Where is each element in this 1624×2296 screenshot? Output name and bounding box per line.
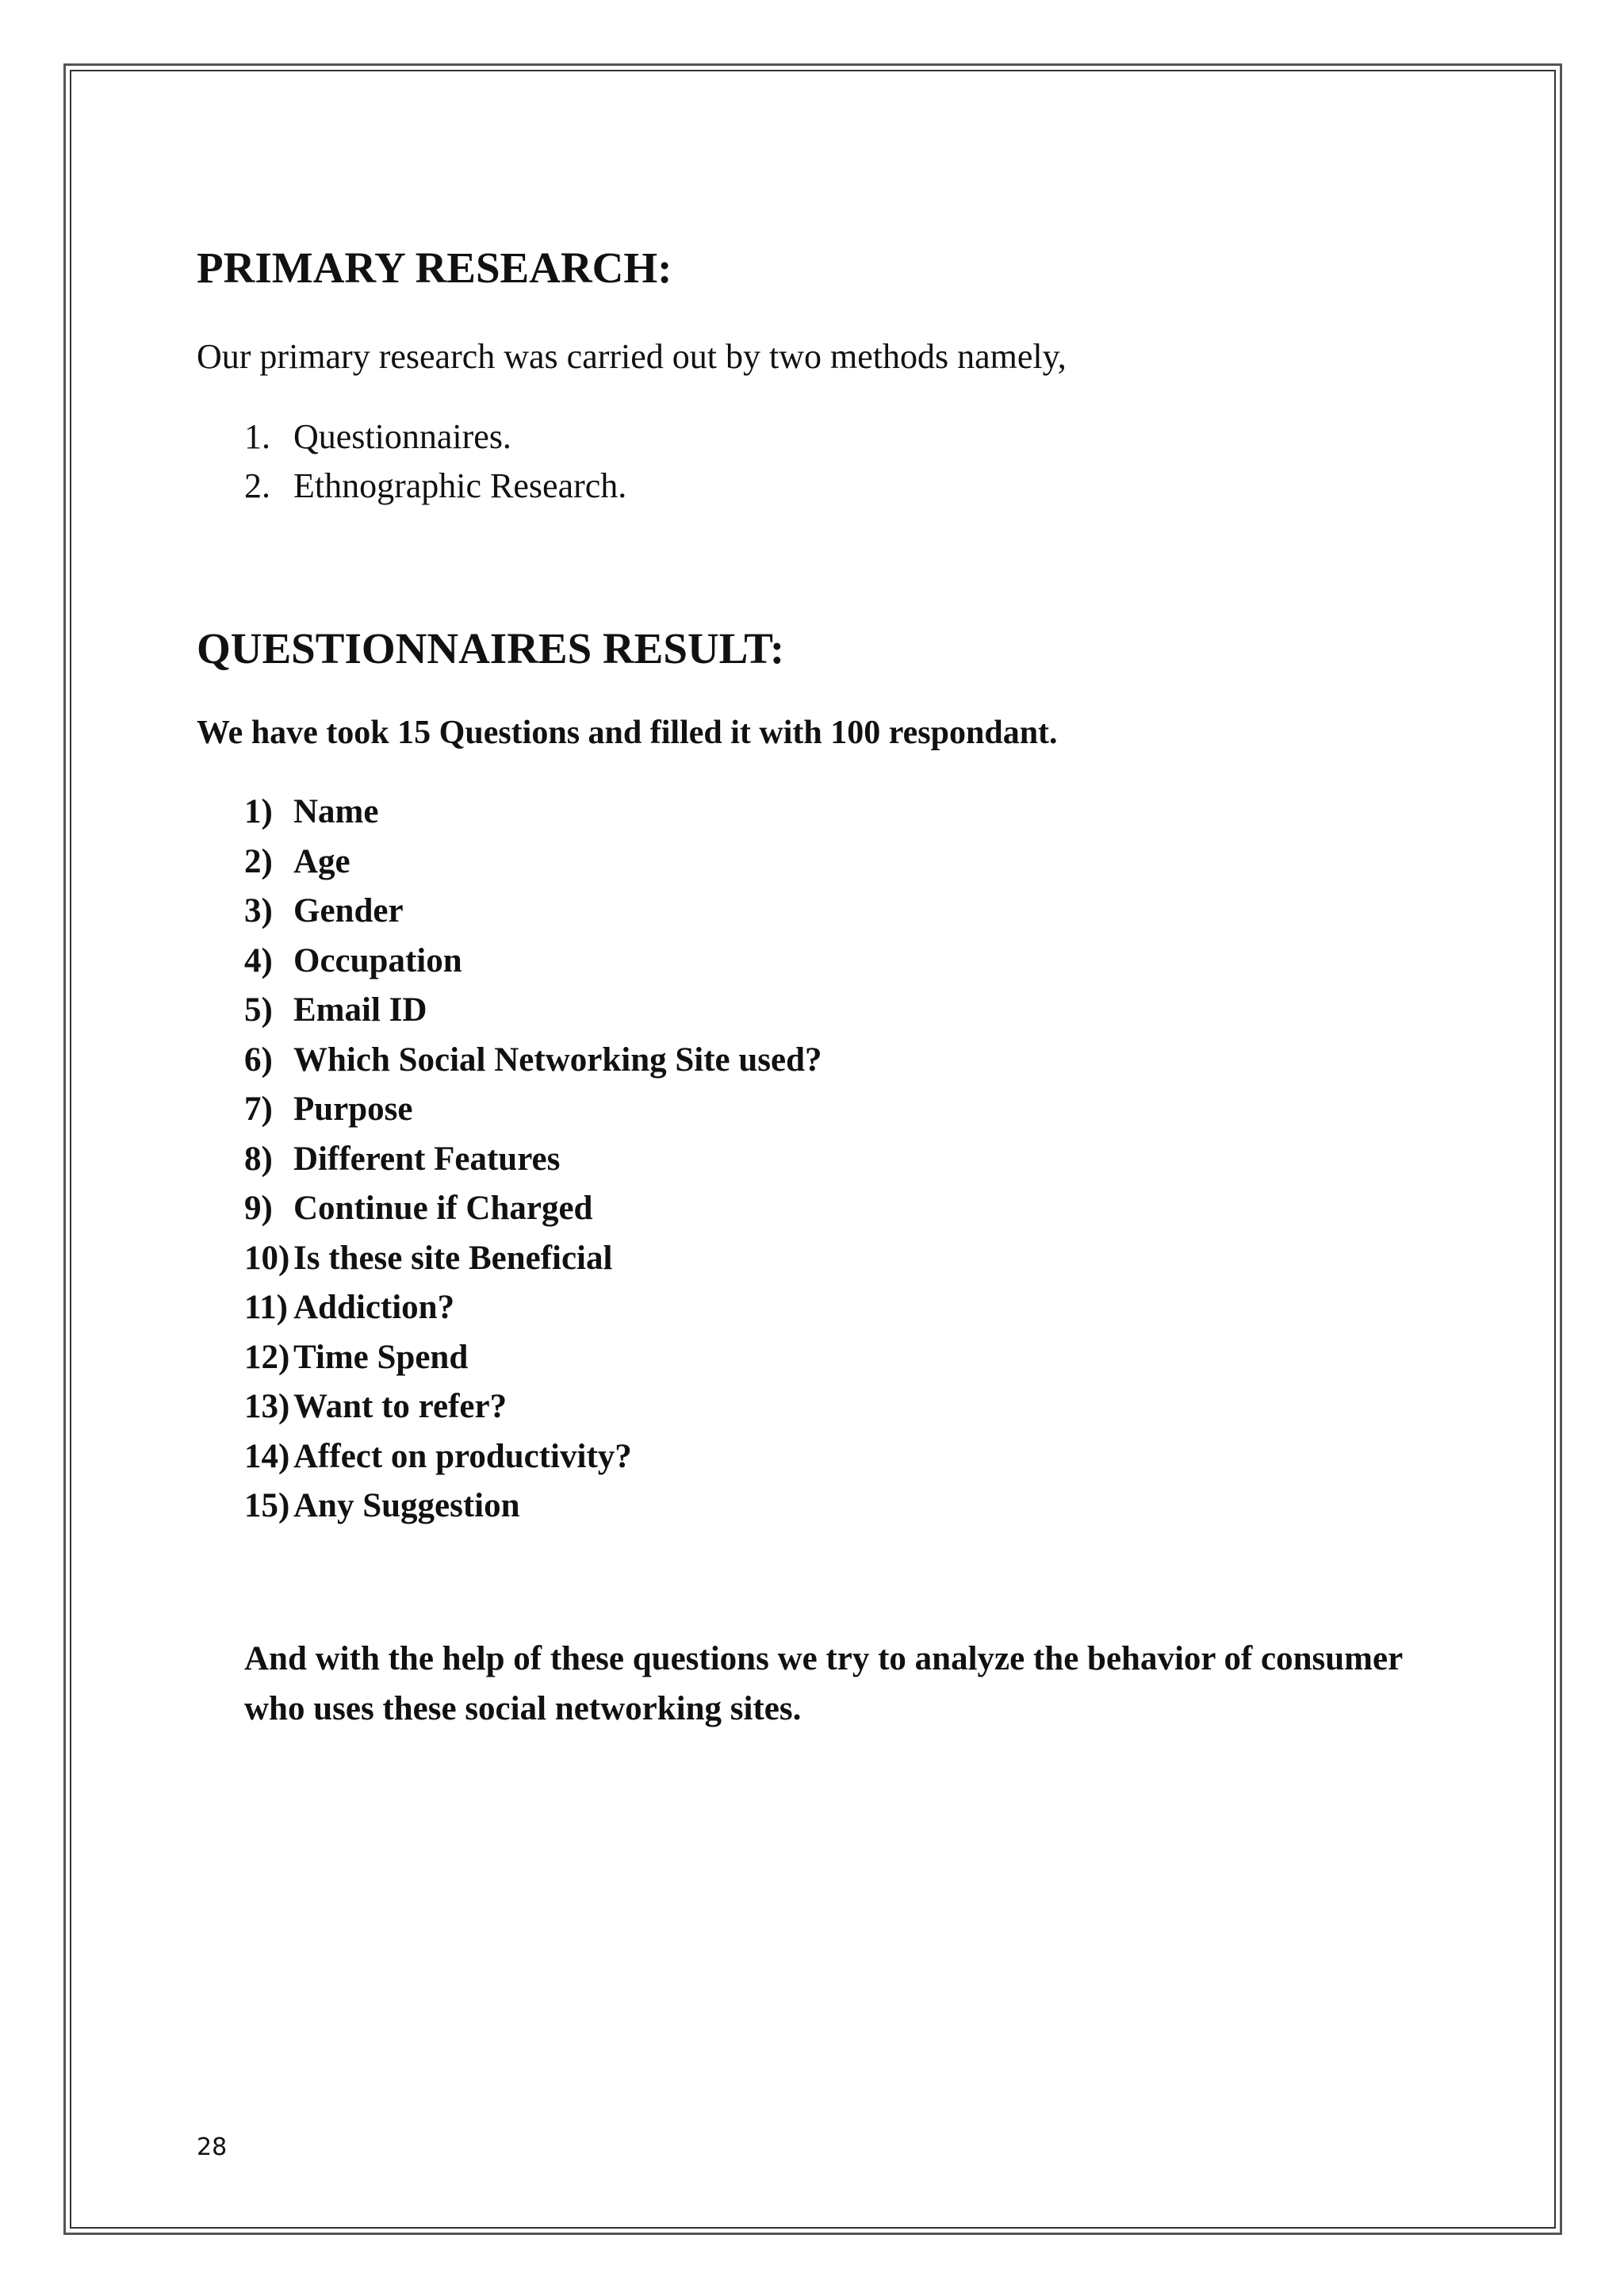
question-item [244,1234,822,1284]
question-item [244,1283,822,1333]
questions-list [244,788,822,1531]
question-label: Gender [293,892,404,930]
question-label: Email ID [293,991,427,1029]
question-item [244,1085,822,1135]
question-label: Addiction? [293,1289,455,1326]
question-number: 13) [244,1388,290,1425]
question-label: Different Features [293,1140,561,1178]
question-number: 15) [244,1487,290,1524]
question-label: Occupation [293,941,462,979]
question-number: 12) [244,1338,290,1376]
question-label: Any Suggestion [293,1487,520,1524]
question-item [244,1135,822,1185]
question-item [244,1481,822,1531]
question-number: 6) [244,1041,273,1079]
question-item [244,838,822,887]
question-number: 3) [244,892,273,930]
question-item [244,937,822,987]
question-label: Continue if Charged [293,1190,593,1227]
heading-primary-research: PRIMARY RESEARCH: [197,243,672,292]
question-number: 2) [244,842,273,880]
question-number: 1) [244,793,273,830]
primary-research-intro: Our primary research was carried out by two methods namely, [197,337,1067,376]
question-item [244,1036,822,1086]
methods-list [244,412,626,511]
question-number: 9) [244,1190,273,1227]
question-number: 5) [244,991,273,1029]
question-item [244,986,822,1036]
question-item [244,788,822,838]
question-number: 8) [244,1140,273,1178]
question-number: 14) [244,1437,290,1475]
question-label: Purpose [293,1091,413,1128]
question-item [244,887,822,937]
method-number: 1. [244,417,270,456]
question-label: Time Spend [293,1338,469,1376]
question-label: Name [293,793,379,830]
page-number: 28 [197,2133,228,2161]
question-number: 10) [244,1239,290,1277]
question-number: 11) [244,1289,288,1326]
question-label: Affect on productivity? [293,1437,632,1475]
method-number: 2. [244,466,270,505]
question-label: Age [293,842,350,880]
question-item [244,1333,822,1383]
heading-questionnaires-result: QUESTIONNAIRES RESULT: [197,624,785,673]
method-item [244,462,626,511]
question-number: 4) [244,941,273,979]
question-label: Which Social Networking Site used? [293,1041,822,1079]
method-label: Ethnographic Research. [293,466,627,505]
question-label: Is these site Beneficial [293,1239,613,1277]
method-item [244,412,626,462]
method-label: Questionnaires. [293,417,511,456]
question-item [244,1184,822,1234]
question-number: 7) [244,1091,273,1128]
question-item [244,1382,822,1432]
questionnaires-summary: We have took 15 Questions and filled it with 100 respondant. [197,715,1058,751]
question-label: Want to refer? [293,1388,508,1425]
questionnaires-closing: And with the help of these questions we try to analyze the behavior of consumer who uses these social networking sites. [244,1640,1403,1727]
question-item [244,1432,822,1482]
